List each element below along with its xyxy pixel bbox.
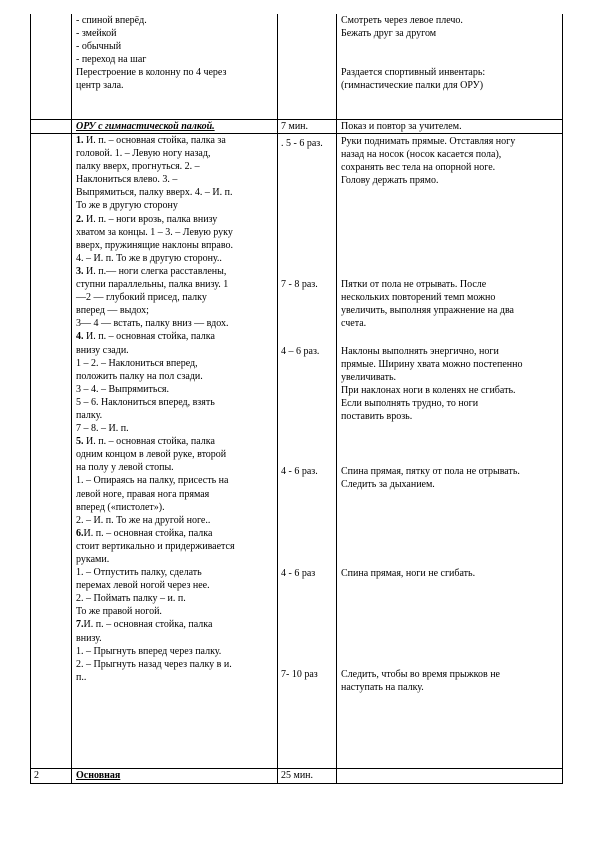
row-number-cell xyxy=(31,120,72,133)
note-line: (гимнастические палки для ОРУ) xyxy=(341,80,484,92)
exercise-4: 4. И. п. – основная стойка, палка xyxy=(76,331,215,343)
exercise-line: То же в другую сторону xyxy=(76,200,178,212)
exercise-line: левой ноге, правая нога прямая xyxy=(76,488,210,500)
exercise-line: внизу. xyxy=(76,632,102,644)
exercise-line: 2. – Поймать палку – и. п. xyxy=(76,593,186,605)
time-cell xyxy=(278,769,337,783)
notes-cell xyxy=(337,769,562,783)
dose-3: 4 – 6 раз. xyxy=(281,346,320,357)
exercise-line: - переход на шаг xyxy=(76,54,147,66)
dose-4: 4 - 6 раз. xyxy=(281,466,318,477)
exercise-number: 6. xyxy=(76,527,84,539)
note-block-4: Спина прямая, пятку от пола не отрывать. Следить за дыханием. xyxy=(341,466,520,491)
exercise-line: 7 – 8. – И. п. xyxy=(76,423,129,435)
dose-1: . 5 - 6 раз. xyxy=(281,138,323,149)
notes-cell xyxy=(337,14,562,119)
row-number: 2 xyxy=(34,770,39,781)
exercise-line: 5 – 6. Наклониться вперед, взять xyxy=(76,396,215,408)
exercise-line: 1. – Прыгнуть вперед через палку. xyxy=(76,645,222,657)
exercise-line: ступни параллельны, палка внизу. 1 xyxy=(76,279,229,291)
exercise-cell xyxy=(72,14,278,119)
table-row xyxy=(30,14,563,119)
dose-6: 7- 10 раз xyxy=(281,669,318,680)
dosage-cell xyxy=(278,14,337,119)
dose-5: 4 - 6 раз xyxy=(281,568,316,579)
table-row xyxy=(30,119,563,133)
exercise-number: 7. xyxy=(76,619,84,631)
time-cell xyxy=(278,120,337,133)
exercise-line: головой. 1. – Левую ногу назад, xyxy=(76,148,211,160)
exercise-number: 2. xyxy=(76,213,84,225)
exercise-line: внизу сзади. xyxy=(76,344,129,356)
note-block-2: Пятки от пола не отрывать. После нескольких повторений темп можно увеличить, выполняя упражнение на два счета. xyxy=(341,279,514,330)
section-time: 7 мин. xyxy=(281,121,309,132)
exercise-line: 2. – И. п. То же на другой ноге.. xyxy=(76,514,211,526)
exercise-line: палку вверх, прогнуться. 2. – xyxy=(76,161,200,173)
dosage-cell xyxy=(278,134,337,768)
exercise-line: одним концом в левой руке, второй xyxy=(76,449,227,461)
section-title: ОРУ с гимнастической палкой. xyxy=(76,121,215,132)
exercise-line: вперед — выдох; xyxy=(76,305,149,317)
exercise-3: 3. И. п.— ноги слегка расставлены, xyxy=(76,265,227,277)
row-number-cell xyxy=(31,14,72,119)
lesson-plan-table xyxy=(30,14,563,784)
exercises-cell xyxy=(72,134,278,768)
note-line: Бежать друг за другом xyxy=(341,28,437,40)
note-line: Смотреть через левое плечо. xyxy=(341,15,463,26)
exercise-number: 4. xyxy=(76,331,84,343)
table-row xyxy=(30,133,563,768)
section-time: 25 мин. xyxy=(281,770,314,781)
notes-cell xyxy=(337,120,562,133)
exercise-line: положить палку на пол сзади. xyxy=(76,370,203,382)
exercise-line: Выпрямиться, палку вверх. 4. – И. п. xyxy=(76,187,233,199)
exercise-line: 4. – И. п. То же в другую сторону.. xyxy=(76,252,222,264)
exercise-number: 5. xyxy=(76,436,84,448)
row-number-cell xyxy=(31,769,72,783)
exercise-1: 1. И. п. – основная стойка, палка за xyxy=(76,135,226,146)
note-block-3: Наклоны выполнять энергично, ноги прямые. Ширину хвата можно постепенно увеличивать. При наклонах ноги в коленях не сгибать. Если выполнять трудно, то ноги поставить врозь. xyxy=(341,346,523,423)
exercise-line: - обычный xyxy=(76,41,122,53)
exercise-line: 1. – Опираясь на палку, присесть на xyxy=(76,475,229,487)
dose-2: 7 - 8 раз. xyxy=(281,279,318,290)
section-title: Основная xyxy=(76,770,121,781)
table-row xyxy=(30,768,563,784)
row-number-cell xyxy=(31,134,72,768)
exercise-line: перемах левой ногой через нее. xyxy=(76,580,210,592)
exercise-line: - спиной вперёд. xyxy=(76,15,147,26)
exercise-number: 3. xyxy=(76,265,84,277)
exercise-line: стоит вертикально и придерживается xyxy=(76,540,235,552)
exercise-line: руками. xyxy=(76,554,110,565)
exercise-line: палку. xyxy=(76,409,103,421)
exercise-line: вперед («пистолет»). xyxy=(76,501,165,513)
exercise-line: на полу у левой стопы. xyxy=(76,462,174,474)
section-title-cell xyxy=(72,769,278,783)
exercise-line: центр зала. xyxy=(76,80,124,92)
exercise-line: - змейкой xyxy=(76,28,117,40)
exercise-line: 1 – 2. – Наклониться вперед, xyxy=(76,357,198,369)
exercise-line: То же правой ногой. xyxy=(76,606,162,618)
exercise-line: —2 — глубокий присед, палку xyxy=(76,292,207,304)
exercise-line: хватом за концы. 1 – 3. – Левую руку xyxy=(76,226,233,238)
note-line: Раздается спортивный инвентарь: xyxy=(341,67,486,79)
exercise-line: вверх, пружинящие наклоны вправо. xyxy=(76,239,233,251)
exercise-2: 2. И. п. – ноги врозь, палка внизу xyxy=(76,213,218,225)
exercise-number: 1. xyxy=(76,135,84,146)
exercise-6: 6.И. п. – основная стойка, палка xyxy=(76,527,213,539)
exercise-line: Перестроение в колонну по 4 через xyxy=(76,67,227,79)
note-block-6: Следить, чтобы во время прыжков не наступать на палку. xyxy=(341,669,500,694)
note-block-5: Спина прямая, ноги не сгибать. xyxy=(341,568,476,579)
exercise-5: 5. И. п. – основная стойка, палка xyxy=(76,436,215,448)
exercise-line: п.. xyxy=(76,671,87,683)
note-block-1: Руки поднимать прямые. Отставляя ногу назад на носок (носок касается пола), сохранять вес тела на опорной ноге. Голову держать прямо. xyxy=(341,136,516,187)
exercise-line: Наклониться влево. 3. – xyxy=(76,174,178,186)
section-note: Показ и повтор за учителем. xyxy=(341,121,462,132)
exercise-line: 1. – Отпустить палку, сделать xyxy=(76,567,202,579)
exercise-7: 7.И. п. – основная стойка, палка xyxy=(76,619,213,631)
exercise-line: 2. – Прыгнуть назад через палку в и. xyxy=(76,658,232,670)
exercise-line: 3— 4 — встать, палку вниз — вдох. xyxy=(76,318,229,330)
section-title-cell xyxy=(72,120,278,133)
exercise-line: 3 – 4. – Выпрямиться. xyxy=(76,383,169,395)
notes-cell xyxy=(337,134,562,768)
